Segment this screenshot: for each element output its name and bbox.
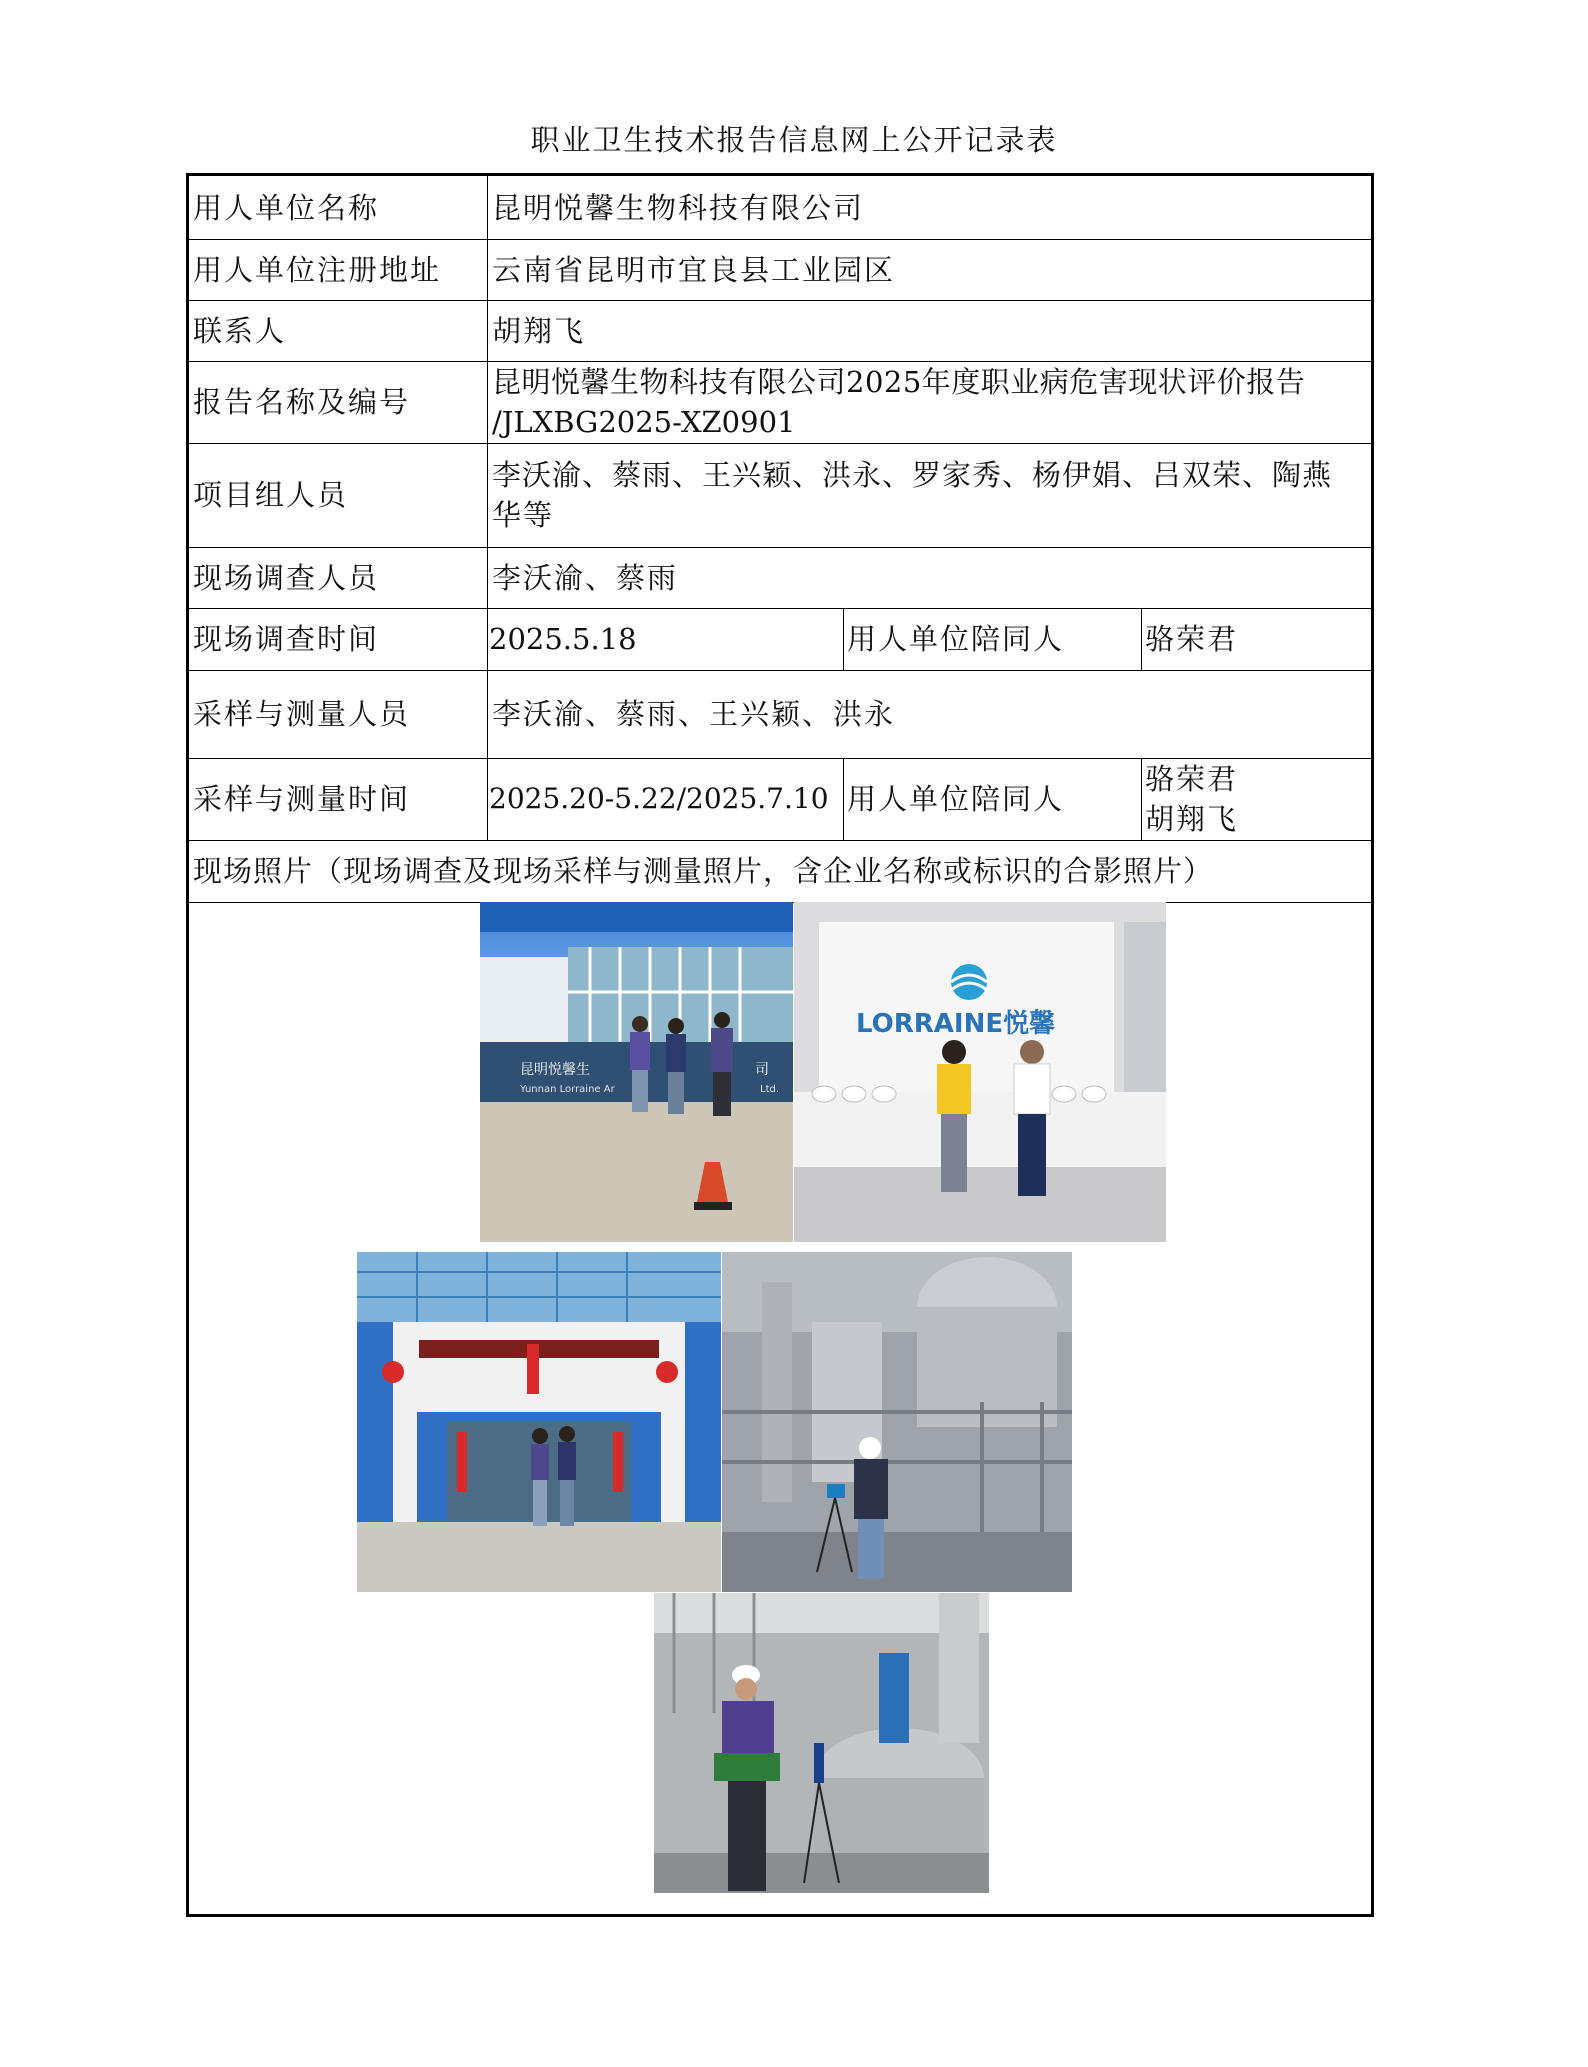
sampling-escort-line1: 骆荣君 — [1145, 762, 1239, 796]
sign-text-2: 司 — [755, 1062, 769, 1078]
survey-staff-value: 李沃渝、蔡雨 — [492, 560, 679, 595]
sampling-time-label: 采样与测量时间 — [193, 782, 411, 816]
survey-time-label: 现场调查时间 — [193, 622, 380, 656]
team-value — [492, 443, 1372, 547]
photo-entrance-sign-graphic — [480, 902, 793, 1242]
survey-escort-label: 用人单位陪同人 — [847, 622, 1065, 656]
site-photo-lobby-logo — [794, 902, 1166, 1242]
sampling-time-value: 2025.20-5.22/2025.7.10 — [489, 782, 829, 815]
site-photo-plant-sampling — [722, 1252, 1072, 1592]
photos-label: 现场照片（现场调查及现场采样与测量照片，含企业名称或标识的合影照片） — [193, 854, 1214, 888]
team-value-line2: 华等 — [492, 498, 555, 532]
team-label: 项目组人员 — [193, 478, 349, 512]
employer-address-value: 云南省昆明市宜良县工业园区 — [492, 252, 896, 287]
sign-sub-2: Ltd. — [760, 1084, 780, 1095]
column-divider — [843, 758, 844, 840]
report-value — [492, 361, 1372, 443]
column-divider — [1141, 608, 1142, 670]
report-label: 报告名称及编号 — [193, 385, 411, 419]
photo-plant-sampling-graphic — [722, 1252, 1072, 1592]
sign-text: 昆明悦馨生 — [520, 1062, 590, 1078]
survey-time-value: 2025.5.18 — [489, 622, 637, 656]
sampling-escort-value — [1145, 758, 1373, 840]
logo-mark — [951, 964, 987, 1000]
site-photo-entrance-sign — [480, 902, 793, 1242]
sign-sub: Yunnan Lorraine Ar — [520, 1084, 615, 1095]
contact-value: 胡翔飞 — [492, 313, 586, 348]
sampling-staff-label: 采样与测量人员 — [193, 697, 411, 731]
sampling-escort-label: 用人单位陪同人 — [847, 782, 1065, 816]
employer-address-label: 用人单位注册地址 — [193, 252, 442, 287]
survey-staff-label: 现场调查人员 — [193, 560, 380, 595]
report-value-line1: 昆明悦馨生物科技有限公司2025年度职业病危害现状评价报告 — [492, 365, 1306, 399]
site-photo-building-entrance — [357, 1252, 721, 1592]
sampling-escort-line2: 胡翔飞 — [1145, 802, 1239, 836]
record-table — [186, 173, 1374, 1917]
lantern — [382, 1361, 404, 1383]
report-value-line2: /JLXBG2025-XZ0901 — [492, 405, 796, 439]
sampling-staff-value: 李沃渝、蔡雨、王兴颖、洪永 — [492, 697, 896, 731]
page-title: 职业卫生技术报告信息网上公开记录表 — [530, 123, 1058, 157]
photo-reactor-sampling-graphic — [654, 1593, 989, 1893]
column-divider — [1141, 758, 1142, 840]
employer-name-value: 昆明悦馨生物科技有限公司 — [492, 190, 865, 225]
site-photo-reactor-sampling — [654, 1593, 989, 1893]
lantern — [656, 1361, 678, 1383]
photo-building-entrance-graphic — [357, 1252, 721, 1592]
column-divider — [487, 176, 488, 840]
team-value-line1: 李沃渝、蔡雨、王兴颖、洪永、罗家秀、杨伊娟、吕双荣、陶燕 — [492, 458, 1333, 492]
employer-name-label: 用人单位名称 — [193, 190, 380, 225]
lobby-logo-text: LORRAINE悦馨 — [856, 1009, 1056, 1039]
photo-lobby-logo-graphic — [794, 902, 1166, 1242]
column-divider — [843, 608, 844, 670]
survey-escort-value: 骆荣君 — [1145, 622, 1239, 656]
contact-label: 联系人 — [193, 313, 287, 348]
